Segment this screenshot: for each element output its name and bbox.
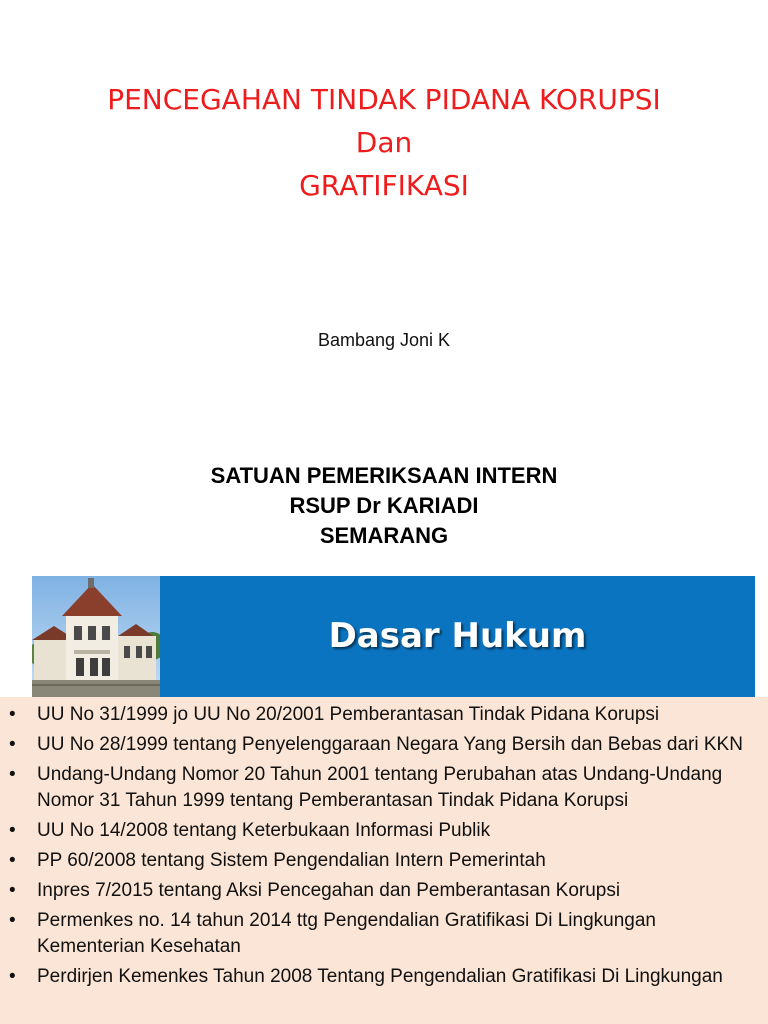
bullet-icon: • [9, 966, 16, 987]
list-item-text: UU No 31/1999 jo UU No 20/2001 Pemberantasan Tindak Pidana Korupsi [37, 704, 660, 725]
list-item-text: PP 60/2008 tentang Sistem Pengendalian Intern Pemerintah [37, 850, 546, 871]
building-photo [32, 576, 160, 697]
org-line-1: SATUAN PEMERIKSAAN INTERN [210, 463, 558, 488]
legal-basis-slide [0, 576, 768, 1024]
list-item-text: Undang-Undang Nomor 20 Tahun 2001 tentang Perubahan atas Undang-Undang Nomor 31 Tahun 1999 tentang Pemberantasan Tindak Pidana Korupsi [37, 764, 723, 811]
bullet-icon: • [9, 820, 16, 841]
list-item-text: Inpres 7/2015 tentang Aksi Pencegahan dan Pemberantasan Korupsi [37, 880, 621, 901]
bullet-icon: • [9, 850, 16, 871]
list-item-text: UU No 28/1999 tentang Penyelenggaraan Negara Yang Bersih dan Bebas dari KKN [37, 734, 743, 755]
legal-basis-list [0, 702, 768, 994]
list-item [0, 964, 768, 990]
author-name: Bambang Joni K [317, 330, 451, 350]
organization-block [0, 461, 768, 551]
slide-heading: Dasar Hukum [328, 616, 587, 656]
list-item [0, 762, 768, 814]
bullet-icon: • [9, 734, 16, 755]
bullet-icon: • [9, 764, 16, 785]
slide-title [0, 78, 768, 207]
bullet-icon: • [9, 910, 16, 931]
bullet-icon: • [9, 704, 16, 725]
list-item [0, 818, 768, 844]
list-item [0, 908, 768, 960]
list-item [0, 732, 768, 758]
list-item-text: Perdirjen Kemenkes Tahun 2008 Tentang Pengendalian Gratifikasi Di Lingkungan [37, 966, 723, 987]
org-line-2: RSUP Dr KARIADI [289, 493, 479, 518]
org-line-3: SEMARANG [319, 523, 449, 548]
list-item-text: Permenkes no. 14 tahun 2014 ttg Pengendalian Gratifikasi Di Lingkungan Kementerian Kesehatan [37, 910, 656, 957]
title-line-1: PENCEGAHAN TINDAK PIDANA KORUPSI [107, 83, 661, 116]
list-item [0, 848, 768, 874]
title-line-2: Dan [355, 126, 413, 159]
list-item-text: UU No 14/2008 tentang Keterbukaan Informasi Publik [37, 820, 491, 841]
bullet-icon: • [9, 880, 16, 901]
list-item [0, 878, 768, 904]
title-line-3: GRATIFIKASI [299, 169, 469, 202]
list-item [0, 702, 768, 728]
